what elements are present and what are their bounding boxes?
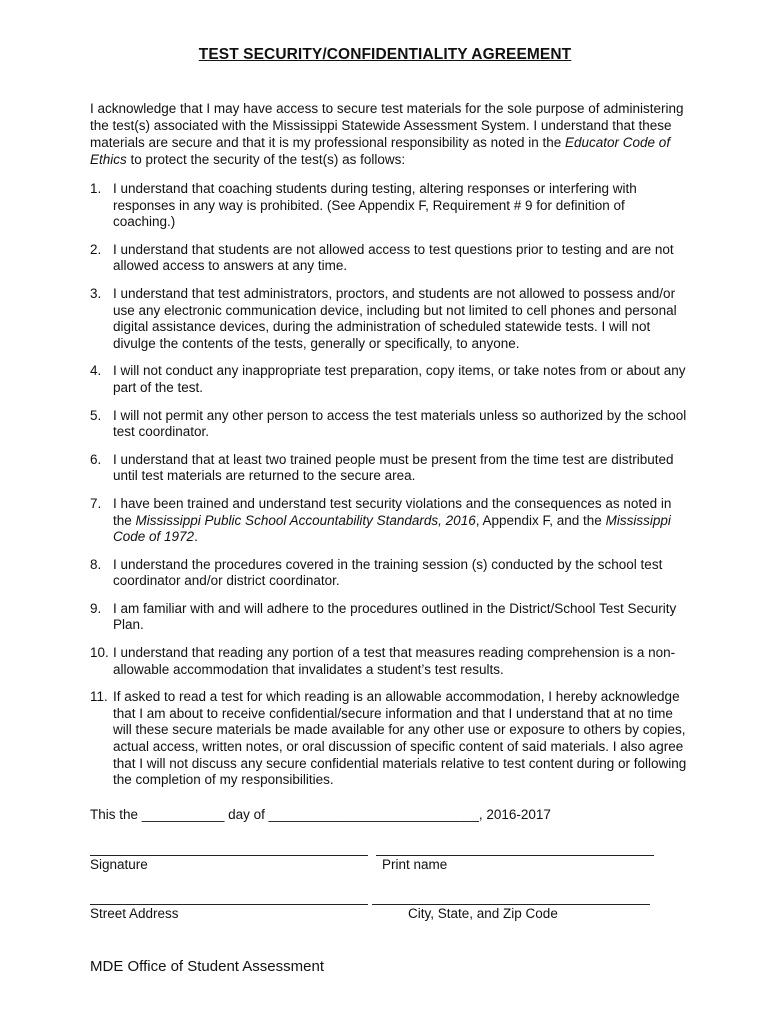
item-number: 6. bbox=[90, 451, 102, 467]
item-emphasis-standards: Mississippi Public School Accountability Standards, 2016 bbox=[135, 512, 476, 528]
street-address-label: Street Address bbox=[90, 906, 179, 921]
agreement-item-6 bbox=[90, 452, 690, 485]
item-text: I understand that reading any portion of a test that measures reading comprehension is a non-allowable accommodation that invalidates a student’s test results. bbox=[113, 645, 676, 677]
agreement-item-3 bbox=[90, 286, 690, 352]
signature-label: Signature bbox=[90, 857, 148, 872]
item-text-middle: , Appendix F, and the bbox=[475, 512, 606, 528]
item-text: I understand that test administrators, proctors, and students are not allowed to possess and/or use any electronic communication device, including but not limited to cell phones and personal digital assistance devices, during the administration of scheduled statewide tests. I will not divulge the contents of the tests, generally or specifically, to anyone. bbox=[113, 285, 677, 351]
agreement-item-10 bbox=[90, 645, 690, 678]
item-text: I will not permit any other person to access the test materials unless so authorized by the school test coordinator. bbox=[113, 407, 687, 440]
item-number: 11. bbox=[90, 689, 108, 705]
item-number: 9. bbox=[90, 600, 102, 616]
item-emphasis-code: Mississippi Code of 1972 bbox=[113, 512, 671, 545]
item-text: I understand the procedures covered in the training session (s) conducted by the school test coordinator and/or district coordinator. bbox=[113, 556, 663, 589]
agreement-items bbox=[90, 181, 690, 800]
date-line[interactable]: This the ___________ day of ____________________________, 2016-2017 bbox=[90, 807, 551, 822]
agreement-item-7 bbox=[90, 496, 690, 546]
agreement-item-5 bbox=[90, 408, 690, 441]
agreement-item-4 bbox=[90, 363, 690, 396]
agreement-item-2 bbox=[90, 242, 690, 275]
item-number: 4. bbox=[90, 363, 102, 379]
item-text: I am familiar with and will adhere to the procedures outlined in the District/School Test Security Plan. bbox=[113, 600, 677, 633]
intro-emphasis: Educator Code of Ethics bbox=[90, 135, 671, 167]
item-text: I will not conduct any inappropriate test preparation, copy items, or take notes from or about any part of the test. bbox=[113, 363, 686, 395]
agreement-item-9 bbox=[90, 601, 690, 634]
item-number: 5. bbox=[90, 407, 102, 423]
print-name-line[interactable] bbox=[376, 855, 654, 856]
intro-text-start: I acknowledge that I may have access to secure test materials for the sole purpose of administering the test(s) associated with the Mississippi Statewide Assessment System. I understand that these materials are secure and that it is my professional responsibility as noted in the bbox=[90, 101, 684, 150]
item-text: I understand that students are not allowed access to test questions prior to testing and are not allowed access to answers at any time. bbox=[113, 241, 674, 274]
intro-paragraph bbox=[90, 100, 690, 168]
item-text-end: . bbox=[194, 529, 198, 545]
city-state-zip-line[interactable] bbox=[372, 904, 650, 905]
item-number: 1. bbox=[90, 181, 102, 196]
item-number: 10. bbox=[90, 645, 109, 661]
document-title: TEST SECURITY/CONFIDENTIALITY AGREEMENT bbox=[198, 46, 572, 63]
item-number: 8. bbox=[90, 556, 102, 572]
item-number: 7. bbox=[90, 495, 102, 511]
item-text: I understand that coaching students during testing, altering responses or interfering with responses in any way is prohibited. (See Appendix F, Requirement # 9 for definition of coaching.) bbox=[113, 181, 637, 230]
agreement-item-11 bbox=[90, 689, 690, 789]
item-text-start: I have been trained and understand test security violations and the consequences as noted in the bbox=[113, 495, 672, 528]
item-text: I understand that at least two trained people must be present from the time test are distributed until test materials are returned to the secure area. bbox=[113, 451, 674, 484]
city-state-zip-label: City, State, and Zip Code bbox=[408, 906, 558, 921]
agreement-item-8 bbox=[90, 557, 690, 590]
footer-office: MDE Office of Student Assessment bbox=[90, 958, 324, 975]
agreement-item-1 bbox=[90, 181, 690, 231]
signature-line[interactable] bbox=[90, 855, 368, 856]
print-name-label: Print name bbox=[382, 857, 448, 872]
item-text: If asked to read a test for which reading is an allowable accommodation, I hereby acknowledge that I am about to receive confidential/secure information and that I understand that at no time will these secure materials be made available for any other use or exposure to others by copies, actual access, written notes, or oral discussion of specific content of said materials. I also agree that I will not discuss any secure confidential materials relative to test content during or following the completion of my responsibilities. bbox=[113, 689, 687, 788]
item-number: 3. bbox=[90, 285, 102, 301]
street-address-line[interactable] bbox=[90, 904, 368, 905]
item-number: 2. bbox=[90, 241, 102, 257]
intro-text-end: to protect the security of the test(s) as follows: bbox=[126, 152, 406, 167]
